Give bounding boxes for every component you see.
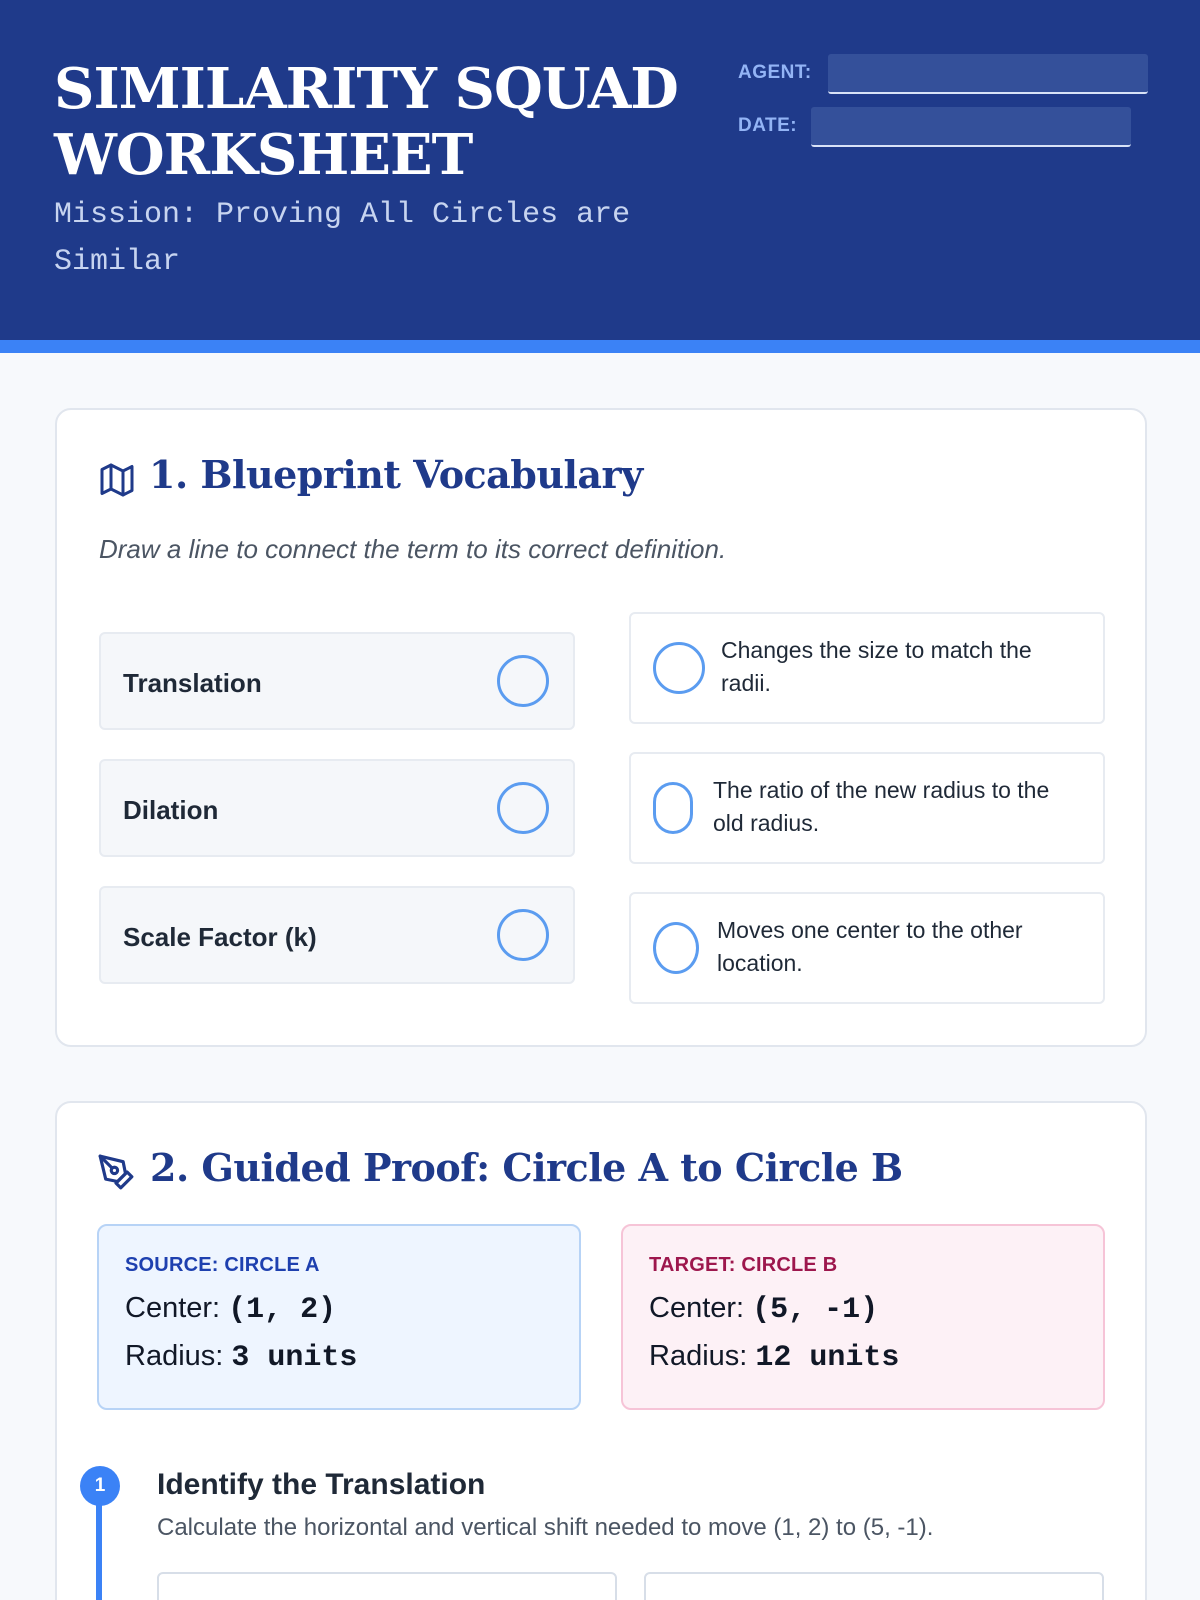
radius-value: 3 units: [231, 1341, 358, 1375]
guided-proof-title: 2. Guided Proof: Circle A to Circle B: [150, 1145, 903, 1190]
definition-text: The ratio of the new radius to the old radius.: [713, 777, 1050, 836]
center-label: Center:: [125, 1292, 221, 1324]
term-connector-dot[interactable]: [497, 782, 549, 834]
source-circle-box: [97, 1224, 581, 1410]
term-translation: [99, 632, 575, 730]
date-field[interactable]: [811, 107, 1131, 147]
agent-field[interactable]: [828, 54, 1148, 94]
vocabulary-card: [55, 408, 1147, 1047]
agent-label: AGENT:: [738, 62, 812, 83]
header-accent-stripe: [0, 340, 1200, 353]
center-value: (5, -1): [752, 1293, 879, 1327]
radius-label: Radius:: [649, 1340, 748, 1372]
term-label: Scale Factor (k): [123, 922, 317, 952]
horizontal-shift-input[interactable]: [157, 1572, 617, 1600]
definition-item: [629, 892, 1105, 1004]
term-connector-dot[interactable]: [497, 909, 549, 961]
definition-item: [629, 612, 1105, 724]
center-value: (1, 2): [228, 1293, 337, 1327]
term-dilation: [99, 759, 575, 857]
worksheet-title: SIMILARITY SQUAD WORKSHEET: [54, 56, 678, 188]
definition-text: Moves one center to the other location.: [717, 917, 1023, 976]
term-connector-dot[interactable]: [497, 655, 549, 707]
definition-item: [629, 752, 1105, 864]
vertical-shift-input[interactable]: [644, 1572, 1104, 1600]
vocabulary-title: 1. Blueprint Vocabulary: [149, 452, 643, 497]
definition-text: Changes the size to match the radii.: [721, 637, 1032, 696]
map-icon: [99, 462, 135, 498]
target-radius: [649, 1340, 899, 1375]
radius-label: Radius:: [125, 1340, 224, 1372]
definition-connector-dot[interactable]: [653, 642, 705, 694]
pen-tool-icon: [97, 1153, 135, 1191]
step-description: Calculate the horizontal and vertical shift needed to move (1, 2) to (5, -1).: [157, 1514, 934, 1541]
target-heading: TARGET: CIRCLE B: [649, 1254, 838, 1276]
definition-connector-dot[interactable]: [653, 922, 699, 974]
term-label: Translation: [123, 668, 262, 698]
source-heading: SOURCE: CIRCLE A: [125, 1254, 320, 1276]
radius-value: 12 units: [755, 1341, 900, 1375]
target-circle-box: [621, 1224, 1105, 1410]
step-title: Identify the Translation: [157, 1468, 486, 1501]
worksheet-subtitle: Mission: Proving All Circles are Similar: [54, 198, 631, 279]
source-radius: [125, 1340, 357, 1375]
center-label: Center:: [649, 1292, 745, 1324]
step-number-badge: 1: [80, 1466, 120, 1506]
term-label: Dilation: [123, 795, 219, 825]
term-scale-factor: [99, 886, 575, 984]
definition-connector-dot[interactable]: [653, 782, 693, 834]
source-center: [125, 1292, 336, 1327]
vocabulary-instruction: Draw a line to connect the term to its correct definition.: [99, 534, 727, 564]
worksheet-header: [0, 0, 1200, 340]
date-label: DATE:: [738, 115, 798, 136]
target-center: [649, 1292, 878, 1327]
